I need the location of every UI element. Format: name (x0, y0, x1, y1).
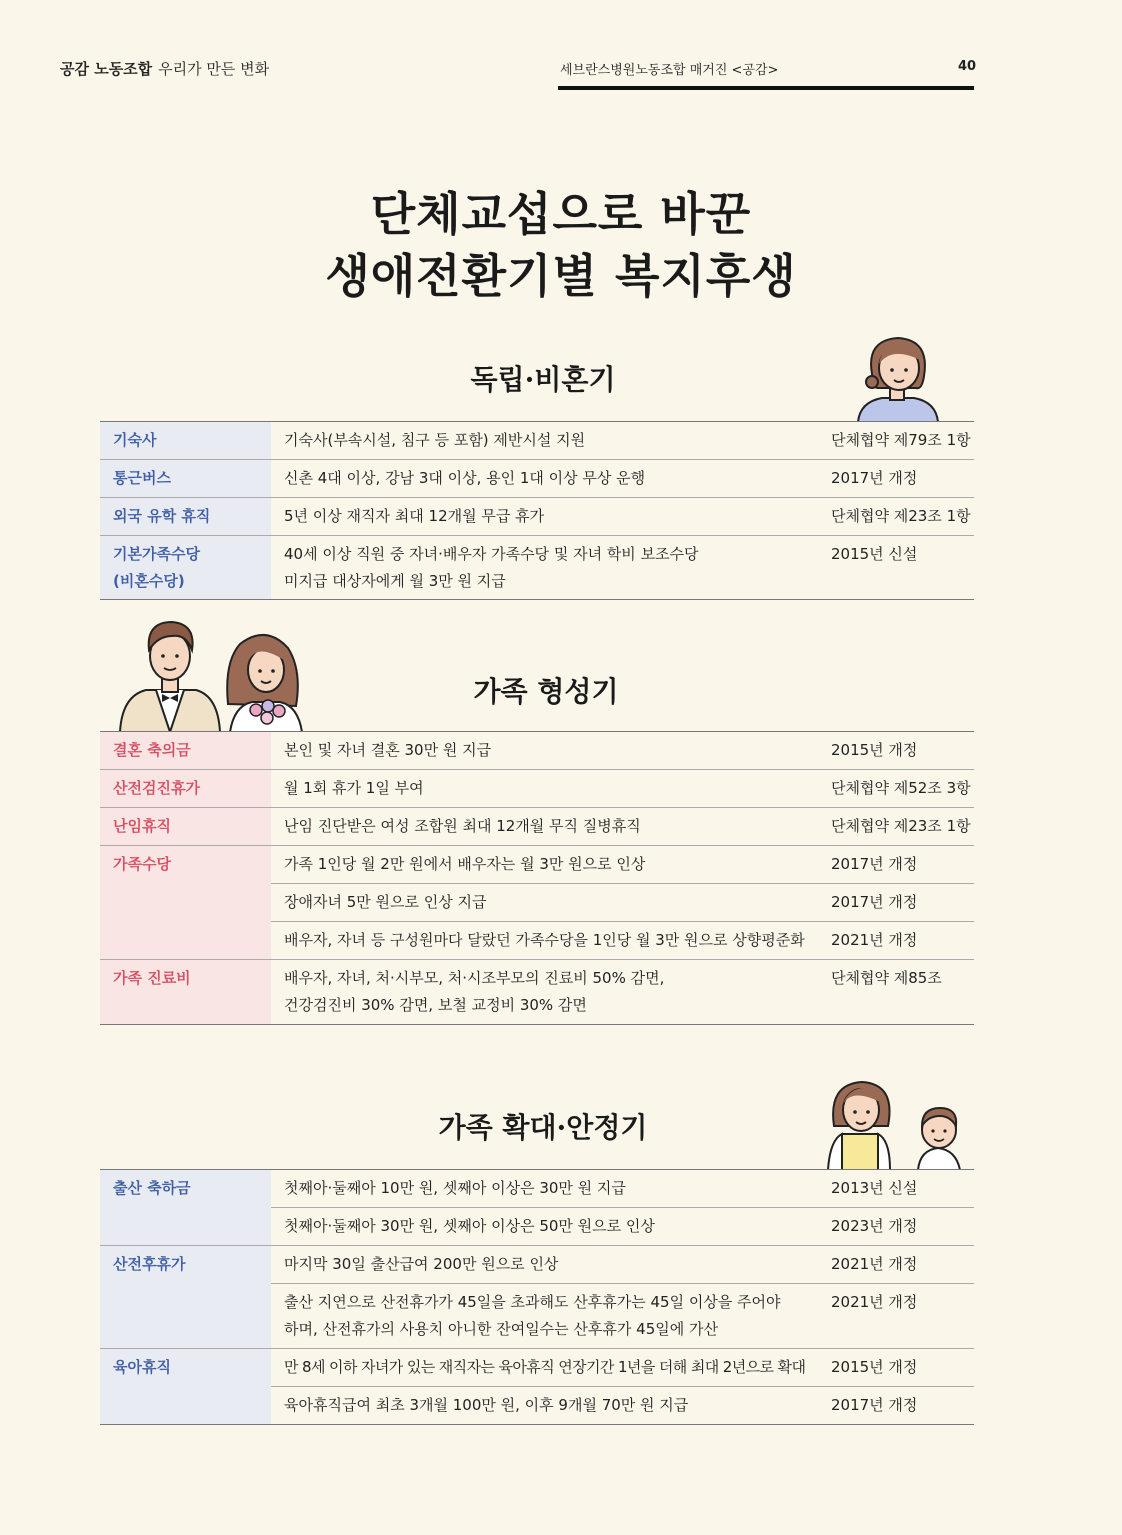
table-family-formation (100, 731, 974, 1025)
note-cell: 단체협약 제23조 1항 (831, 817, 971, 835)
section-title-independence: 독립·비혼기 (470, 363, 616, 396)
desc-cell: 신촌 4대 이상, 강남 3대 이상, 용인 1대 이상 무상 운행 (284, 469, 646, 487)
category-line: (비혼수당) (113, 572, 185, 590)
table-row (100, 460, 974, 498)
table-row-group (100, 1349, 974, 1425)
note-cell: 2021년 개정 (831, 1255, 918, 1273)
table-row (100, 498, 974, 536)
table-row (100, 732, 974, 770)
table-row (271, 1170, 974, 1208)
desc-line: 미지급 대상자에게 월 3만 원 지급 (284, 572, 506, 590)
table-row (271, 1284, 974, 1348)
note-cell: 2017년 개정 (831, 1396, 918, 1414)
table-row (271, 1387, 974, 1424)
desc-cell: 첫째아·둘째아 10만 원, 셋째아 이상은 30만 원 지급 (284, 1179, 626, 1197)
category-cell: 육아휴직 (100, 1349, 271, 1424)
note-cell: 2017년 개정 (831, 893, 918, 911)
desc-cell (271, 536, 818, 599)
desc-cell (271, 960, 818, 1024)
desc-line: 건강검진비 30% 감면, 보철 교정비 30% 감면 (284, 996, 587, 1014)
table-row (100, 960, 974, 1025)
category-cell: 기숙사 (100, 422, 271, 459)
category-line: 기본가족수당 (113, 545, 200, 563)
category-cell: 통근버스 (100, 460, 271, 497)
header-section-bold: 공감 노동조합 (60, 60, 153, 78)
table-row (271, 1246, 974, 1284)
note-cell: 단체협약 제85조 (831, 969, 942, 987)
category-cell (100, 536, 271, 599)
category-cell: 가족 진료비 (100, 960, 271, 1024)
row-group-body (271, 1170, 974, 1245)
table-row (100, 536, 974, 600)
category-cell: 외국 유학 휴직 (100, 498, 271, 535)
header-section-sub: 우리가 만든 변화 (158, 60, 270, 78)
table-row (271, 846, 974, 884)
desc-line: 하며, 산전휴가의 사용치 아니한 잔여일수는 산후휴가 45일에 가산 (284, 1320, 718, 1338)
table-family-expansion (100, 1169, 974, 1425)
note-cell: 2021년 개정 (831, 1293, 918, 1311)
page-number: 40 (958, 59, 977, 74)
main-title-line1: 단체교섭으로 바꾼 (370, 187, 752, 241)
desc-cell: 장애자녀 5만 원으로 인상 지급 (284, 893, 487, 911)
note-cell: 2023년 개정 (831, 1217, 918, 1235)
table-row (100, 770, 974, 808)
desc-cell: 육아휴직급여 최초 3개월 100만 원, 이후 9개월 70만 원 지급 (284, 1396, 689, 1414)
note-cell: 2015년 개정 (831, 741, 918, 759)
section-title-family-formation: 가족 형성기 (473, 675, 619, 708)
running-header (60, 58, 269, 79)
table-row (271, 922, 974, 959)
desc-cell: 배우자, 자녀 등 구성원마다 달랐던 가족수당을 1인당 월 3만 원으로 상향평준화 (284, 931, 805, 949)
magazine-name: 세브란스병원노동조합 매거진 <공감> (560, 63, 779, 78)
desc-cell (271, 1284, 818, 1348)
row-group-body (271, 1349, 974, 1424)
table-row-group (100, 1246, 974, 1349)
desc-line: 40세 이상 직원 중 자녀·배우자 가족수당 및 자녀 학비 보조수당 (284, 545, 699, 563)
table-row-group (100, 1170, 974, 1246)
row-group-body (271, 846, 974, 959)
header-rule (558, 86, 974, 90)
row-group-body (271, 1246, 974, 1348)
note-cell: 단체협약 제23조 1항 (831, 507, 971, 525)
desc-cell: 월 1회 휴가 1일 부여 (284, 779, 424, 797)
note-cell: 2021년 개정 (831, 931, 918, 949)
table-row (271, 1349, 974, 1387)
category-cell: 결혼 축의금 (100, 732, 271, 769)
main-title-line2: 생애전환기별 복지후생 (325, 249, 797, 303)
desc-line: 출산 지연으로 산전휴가가 45일을 초과해도 산후휴가는 45일 이상을 주어야 (284, 1293, 781, 1311)
table-independence (100, 421, 974, 600)
desc-cell: 본인 및 자녀 결혼 30만 원 지급 (284, 741, 492, 759)
category-cell: 산전검진휴가 (100, 770, 271, 807)
table-row (100, 422, 974, 460)
category-cell: 난임휴직 (100, 808, 271, 845)
desc-cell: 5년 이상 재직자 최대 12개월 무급 휴가 (284, 507, 545, 525)
section-title-family-expansion: 가족 확대·안정기 (438, 1111, 648, 1144)
category-cell: 가족수당 (100, 846, 271, 959)
note-cell: 2017년 개정 (831, 469, 918, 487)
note-cell: 단체협약 제52조 3항 (831, 779, 971, 797)
desc-cell: 가족 1인당 월 2만 원에서 배우자는 월 3만 원으로 인상 (284, 855, 646, 873)
table-row (271, 884, 974, 922)
desc-cell: 만 8세 이하 자녀가 있는 재직자는 육아휴직 연장기간 1년을 더해 최대 2년으로 확대 (284, 1358, 806, 1376)
category-cell: 산전후휴가 (100, 1246, 271, 1348)
desc-cell: 마지막 30일 출산급여 200만 원으로 인상 (284, 1255, 559, 1273)
desc-cell: 난임 진단받은 여성 조합원 최대 12개월 무직 질병휴직 (284, 817, 641, 835)
note-cell: 2015년 개정 (831, 1358, 918, 1376)
table-row-group (100, 846, 974, 960)
table-row (100, 808, 974, 846)
category-cell: 출산 축하금 (100, 1170, 271, 1245)
note-cell: 단체협약 제79조 1항 (831, 431, 971, 449)
note-cell: 2015년 신설 (831, 545, 918, 563)
note-cell: 2013년 신설 (831, 1179, 918, 1197)
desc-cell: 첫째아·둘째아 30만 원, 셋째아 이상은 50만 원으로 인상 (284, 1217, 655, 1235)
note-cell: 2017년 개정 (831, 855, 918, 873)
table-row (271, 1208, 974, 1245)
desc-cell: 기숙사(부속시설, 침구 등 포함) 제반시설 지원 (284, 431, 586, 449)
desc-line: 배우자, 자녀, 처·시부모, 처·시조부모의 진료비 50% 감면, (284, 969, 665, 987)
